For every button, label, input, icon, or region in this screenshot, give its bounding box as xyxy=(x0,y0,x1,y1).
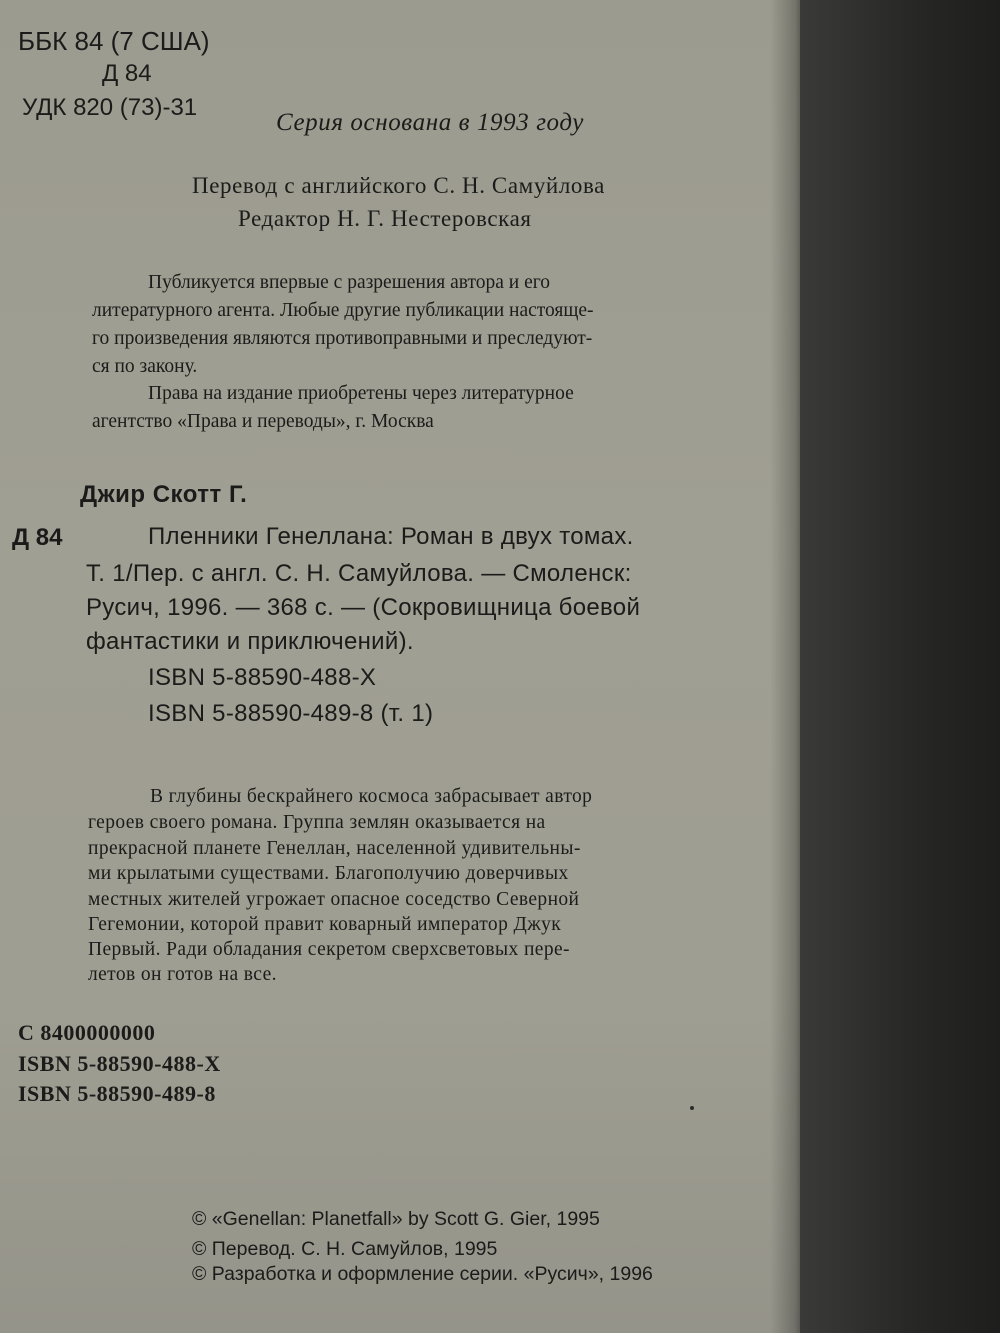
isbn-code: ISBN 5-88590-488-Х xyxy=(18,1051,221,1076)
annotation-line: прекрасной планете Генеллан, населенной удивительны- xyxy=(88,838,581,859)
annotation-line: летов он готов на все. xyxy=(88,964,277,985)
entry-line: Русич, 1996. — 368 с. — (Сокровищница боевой xyxy=(86,594,641,621)
entry-isbn: ISBN 5-88590-488-Х xyxy=(148,664,377,691)
copyright-line: © Разработка и оформление серии. «Русич», 1996 xyxy=(192,1263,653,1285)
annotation-line: Гегемонии, которой правит коварный император Джук xyxy=(88,914,562,935)
entry-line: фантастики и приключений). xyxy=(86,628,414,655)
annotation-line: ми крылатыми существами. Благополучию доверчивых xyxy=(88,863,569,884)
rights-line: го произведения являются противоправными и преследуют- xyxy=(92,328,593,349)
annotation-line: Первый. Ради обладания секретом сверхсветовых пере- xyxy=(88,939,570,960)
annotation-line: героев своего романа. Группа землян оказывается на xyxy=(88,812,546,833)
book-gutter xyxy=(800,0,1000,1333)
series-note: Серия основана в 1993 году xyxy=(276,109,584,136)
udk-code: УДК 820 (73)-31 xyxy=(22,94,198,121)
copyright-line: © Перевод. С. Н. Самуйлов, 1995 xyxy=(192,1238,498,1260)
bbk-code: ББК 84 (7 США) xyxy=(18,26,210,56)
translator-credit: Перевод с английского С. Н. Самуйлова xyxy=(192,173,605,198)
entry-line: Т. 1/Пер. с англ. С. Н. Самуйлова. — Смоленск: xyxy=(86,560,632,587)
entry-mark: Д 84 xyxy=(12,524,63,551)
isbn-code: ISBN 5-88590-489-8 xyxy=(18,1081,216,1106)
rights-line: Публикуется впервые с разрешения автора и его xyxy=(148,272,550,293)
print-speck xyxy=(690,1106,694,1110)
entry-isbn: ISBN 5-88590-489-8 (т. 1) xyxy=(148,700,434,727)
rights-line: Права на издание приобретены через литературное xyxy=(148,383,574,404)
rights-line: литературного агента. Любые другие публикации настояще- xyxy=(92,300,594,321)
annotation-line: В глубины бескрайнего космоса забрасывает автор xyxy=(150,786,593,807)
rights-line: агентство «Права и переводы», г. Москва xyxy=(92,411,434,432)
author-mark: Д 84 xyxy=(102,60,152,87)
entry-author: Джир Скотт Г. xyxy=(80,481,248,508)
copyright-line: © «Genellan: Planetfall» by Scott G. Gier, 1995 xyxy=(192,1208,600,1230)
rights-line: ся по закону. xyxy=(92,356,198,377)
classification-code: С 8400000000 xyxy=(18,1020,156,1045)
annotation-line: местных жителей угрожает опасное соседство Северной xyxy=(88,889,580,910)
editor-credit: Редактор Н. Г. Нестеровская xyxy=(238,206,532,231)
entry-line: Пленники Генеллана: Роман в двух томах. xyxy=(148,523,634,550)
